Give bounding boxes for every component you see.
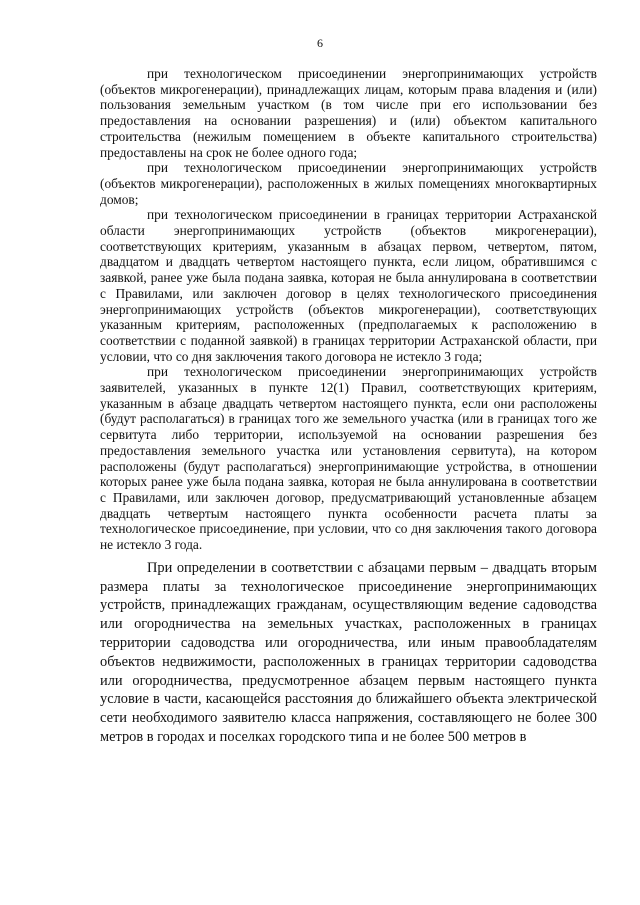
paragraph-temporary-land-rights: при технологическом присоединении энергопринимающих устройств (объектов микрогенерации), принадлежащих лицам, которым права владения и (или) пользования земельным участком (в том числе при его использовании без предоставления на основании разрешения) и (или) объектом капитального строительства (нежилым помещением в объекте капитального строительства) предоставлены на срок не более одного года; bbox=[100, 66, 597, 160]
paragraph-applicants-12-1: при технологическом присоединении энергопринимающих устройств заявителей, указанных в пункте 12(1) Правил, соответствующих критериям, указанным в абзаце двадцать четвертом настоящего пункта, если они расположены (будут располагаться) в границах того же земельного участка (или в границах того же сервитута либо территории, используемой на основании разрешения без предоставления земельного участка или установления сервитута), на котором расположены (будут располагаться) энергопринимающие устройства, в отношении которых ранее уже была подана заявка, которая не была аннулирована в соответствии с Правилами, или заключен договор, предусматривающий установленные абзацем двадцать четвертым настоящего пункта особенности расчета платы за технологическое присоединение, при условии, что со дня заключения такого договора не истекло 3 года. bbox=[100, 364, 597, 553]
paragraph-gardening-fee: При определении в соответствии с абзацами первым – двадцать вторым размера платы за технологическое присоединение энергопринимающих устройств, принадлежащих гражданам, осуществляющим ведение садоводства или огородничества на земельных участках, расположенных в границах территории садоводства или огородничества, или иным правообладателям объектов недвижимости, расположенных в границах территории садоводства или огородничества, предусмотренное абзацем первым настоящего пункта условие в части, касающейся расстояния до ближайшего объекта электрической сети необходимого заявителю класса напряжения, составляющего не более 300 метров в городах и поселках городского типа и не более 500 метров в bbox=[100, 559, 597, 745]
page-number: 6 bbox=[317, 36, 323, 50]
document-body bbox=[100, 66, 597, 747]
paragraph-astrakhan-territory: при технологическом присоединении в границах территории Астраханской области энергопринимающих устройств (объектов микрогенерации), соответствующих критериям, указанным в абзацах первом, четвертом, пятом, двадцатом и двадцать четвертом настоящего пункта, если лицом, обратившимся с заявкой, ранее уже была подана заявка, которая не была аннулирована в соответствии с Правилами, или заключен договор в целях технологического присоединения энергопринимающих устройств (объектов микрогенерации), соответствующих указанным критериям, расположенных (предполагаемых к расположению в соответствии с поданной заявкой) в границах территории Астраханской области, при условии, что со дня заключения такого договора не истекло 3 года; bbox=[100, 207, 597, 364]
paragraph-apartment-buildings: при технологическом присоединении энергопринимающих устройств (объектов микрогенерации), расположенных в жилых помещениях многоквартирных домов; bbox=[100, 160, 597, 207]
